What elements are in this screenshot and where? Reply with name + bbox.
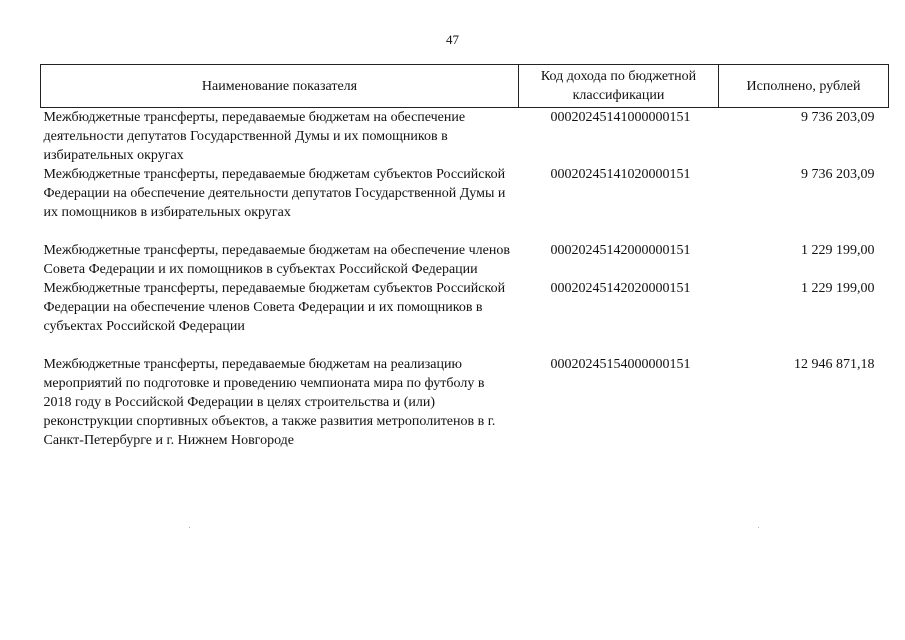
row-indicator-name: Межбюджетные трансферты, передаваемые бюджетам на обеспечение деятельности депутатов Государственной Думы и их помощников в избирательных округах xyxy=(43,110,466,163)
table-row xyxy=(41,279,889,355)
scan-specks xyxy=(0,527,905,531)
row-income-code: 00020245141000000151 xyxy=(550,110,691,125)
row-indicator-name: Межбюджетные трансферты, передаваемые бюджетам на обеспечение членов Совета Федерации и их помощников в субъектах Российской Федерации xyxy=(43,243,510,277)
row-executed-amount: 9 736 203,09 xyxy=(801,167,875,182)
row-income-code: 00020245154000000151 xyxy=(550,357,691,372)
row-executed-amount: 9 736 203,09 xyxy=(801,110,875,125)
scan-speck xyxy=(189,527,190,528)
header-executed-amount: Исполнено, рублей xyxy=(719,65,889,108)
header-income-code: Код дохода по бюджетной классификации xyxy=(519,65,719,108)
table-row xyxy=(41,108,889,166)
row-executed-amount: 12 946 871,18 xyxy=(794,357,875,372)
row-indicator-name: Межбюджетные трансферты, передаваемые бюджетам субъектов Российской Федерации на обеспечение деятельности депутатов Государственной Думы и их помощников в избирательных округах xyxy=(43,167,506,220)
row-indicator-name: Межбюджетные трансферты, передаваемые бюджетам субъектов Российской Федерации на обеспечение членов Совета Федерации и их помощников в субъектах Российской Федерации xyxy=(43,281,506,334)
table-header-row xyxy=(41,65,889,108)
row-income-code: 00020245141020000151 xyxy=(550,167,691,182)
header-indicator-name: Наименование показателя xyxy=(41,65,519,108)
row-income-code: 00020245142000000151 xyxy=(550,243,691,258)
table-row xyxy=(41,355,889,450)
row-executed-amount: 1 229 199,00 xyxy=(801,281,875,296)
row-income-code: 00020245142020000151 xyxy=(550,281,691,296)
row-executed-amount: 1 229 199,00 xyxy=(801,243,875,258)
page-number: 47 xyxy=(446,32,459,47)
row-indicator-name: Межбюджетные трансферты, передаваемые бюджетам на реализацию мероприятий по подготовке и проведению чемпионата мира по футболу в 2018 году в Российской Федерации в целях строительства и (или) реконструкции спортивных объектов, а также развития метрополитенов в г. Санкт-Петербурге и г. Нижнем Новгороде xyxy=(43,357,496,448)
table-row xyxy=(41,241,889,279)
scan-speck xyxy=(758,527,759,528)
table-row xyxy=(41,165,889,241)
budget-table xyxy=(40,64,889,450)
